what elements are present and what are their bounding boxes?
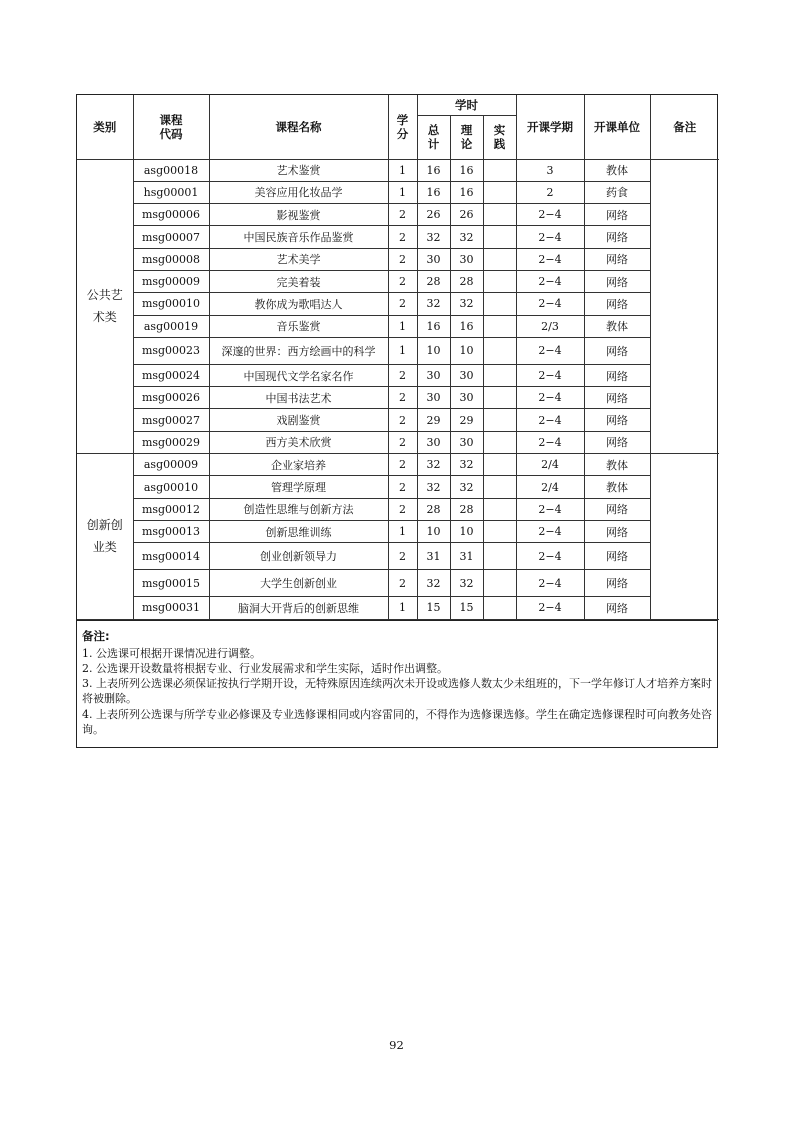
semester-cell: 3: [516, 159, 584, 181]
header-course-code: 课程 代码: [133, 95, 209, 159]
note-item: 2. 公选课开设数量将根据专业、行业发展需求和学生实际，适时作出调整。: [82, 661, 448, 675]
hours-practice-cell: [483, 597, 516, 619]
unit-cell: 网络: [584, 498, 650, 520]
course-code-cell: msg00012: [133, 498, 209, 520]
unit-cell: 网络: [584, 409, 650, 431]
table-row: [77, 293, 719, 315]
credit-cell: 1: [388, 315, 417, 337]
credit-cell: 2: [388, 226, 417, 248]
header-category: 类别: [77, 95, 133, 159]
credit-cell: 2: [388, 431, 417, 453]
table-row: [77, 476, 719, 498]
hours-total-cell: 32: [417, 454, 450, 476]
course-code-cell: msg00010: [133, 293, 209, 315]
table-row: [77, 520, 719, 542]
header-semester: 开课学期: [516, 95, 584, 159]
hours-total-cell: 32: [417, 226, 450, 248]
course-code-cell: asg00009: [133, 454, 209, 476]
course-name-cell: 中国现代文学名家名作: [209, 364, 388, 386]
unit-cell: 网络: [584, 431, 650, 453]
hours-total-cell: 28: [417, 498, 450, 520]
header-hours-total: 总 计: [417, 115, 450, 159]
hours-practice-cell: [483, 520, 516, 542]
semester-cell: 2: [516, 181, 584, 203]
course-name-cell: 管理学原理: [209, 476, 388, 498]
course-code-cell: msg00008: [133, 248, 209, 270]
credit-cell: 2: [388, 409, 417, 431]
course-name-cell: 艺术鉴赏: [209, 159, 388, 181]
hours-total-cell: 32: [417, 476, 450, 498]
credit-cell: 2: [388, 293, 417, 315]
semester-cell: 2−4: [516, 364, 584, 386]
hours-total-cell: 31: [417, 543, 450, 570]
hours-total-cell: 28: [417, 270, 450, 292]
hours-total-cell: 30: [417, 387, 450, 409]
category-label: 创新创: [86, 518, 123, 533]
course-code-cell: asg00018: [133, 159, 209, 181]
header-credit: 学 分: [388, 95, 417, 159]
hours-total-cell: 32: [417, 570, 450, 597]
note-item: 3. 上表所列公选课必须保证按执行学期开设，无特殊原因连续两次未开设或选修人数太少未组班的，下一学年修订人才培养方案时将被删除。: [82, 677, 712, 706]
course-code-cell: msg00027: [133, 409, 209, 431]
credit-cell: 1: [388, 181, 417, 203]
table-row: [77, 387, 719, 409]
unit-cell: 网络: [584, 270, 650, 292]
hours-practice-cell: [483, 409, 516, 431]
course-name-cell: 企业家培养: [209, 454, 388, 476]
credit-cell: 2: [388, 570, 417, 597]
hours-theory-cell: 32: [450, 476, 483, 498]
header-unit: 开课单位: [584, 95, 650, 159]
table-row: [77, 364, 719, 386]
table-row: [77, 181, 719, 203]
hours-theory-cell: 32: [450, 570, 483, 597]
course-code-cell: msg00026: [133, 387, 209, 409]
course-code-cell: msg00014: [133, 543, 209, 570]
course-name-cell: 音乐鉴赏: [209, 315, 388, 337]
unit-cell: 药食: [584, 181, 650, 203]
semester-cell: 2−4: [516, 498, 584, 520]
course-code-cell: msg00023: [133, 337, 209, 364]
header-hours-practice: 实 践: [483, 115, 516, 159]
hours-practice-cell: [483, 270, 516, 292]
unit-cell: 网络: [584, 248, 650, 270]
hours-practice-cell: [483, 387, 516, 409]
credit-cell: 1: [388, 159, 417, 181]
table-row: [77, 498, 719, 520]
hours-total-cell: 32: [417, 293, 450, 315]
hours-theory-cell: 30: [450, 364, 483, 386]
hours-theory-cell: 10: [450, 337, 483, 364]
hours-practice-cell: [483, 454, 516, 476]
course-code-cell: msg00031: [133, 597, 209, 619]
hours-theory-cell: 32: [450, 293, 483, 315]
credit-cell: 2: [388, 476, 417, 498]
course-name-cell: 创新思维训练: [209, 520, 388, 542]
unit-cell: 网络: [584, 337, 650, 364]
credit-cell: 2: [388, 454, 417, 476]
hours-theory-cell: 28: [450, 270, 483, 292]
hours-total-cell: 16: [417, 159, 450, 181]
course-name-cell: 创造性思维与创新方法: [209, 498, 388, 520]
hours-theory-cell: 32: [450, 454, 483, 476]
course-name-cell: 创业创新领导力: [209, 543, 388, 570]
semester-cell: 2−4: [516, 204, 584, 226]
credit-cell: 2: [388, 364, 417, 386]
hours-theory-cell: 10: [450, 520, 483, 542]
hours-theory-cell: 16: [450, 159, 483, 181]
hours-theory-cell: 32: [450, 226, 483, 248]
semester-cell: 2−4: [516, 597, 584, 619]
hours-theory-cell: 30: [450, 387, 483, 409]
semester-cell: 2/4: [516, 454, 584, 476]
table-row: [77, 270, 719, 292]
course-table-frame: [76, 94, 718, 748]
hours-total-cell: 10: [417, 520, 450, 542]
semester-cell: 2−4: [516, 570, 584, 597]
table-row: [77, 597, 719, 619]
credit-cell: 2: [388, 387, 417, 409]
semester-cell: 2−4: [516, 270, 584, 292]
page-number: 92: [389, 1038, 404, 1052]
hours-theory-cell: 26: [450, 204, 483, 226]
hours-practice-cell: [483, 431, 516, 453]
credit-cell: 2: [388, 498, 417, 520]
table-row: [77, 248, 719, 270]
table-header: [77, 95, 719, 159]
course-code-cell: msg00029: [133, 431, 209, 453]
hours-theory-cell: 30: [450, 248, 483, 270]
course-name-cell: 戏剧鉴赏: [209, 409, 388, 431]
hours-practice-cell: [483, 543, 516, 570]
category-cell: [77, 454, 133, 619]
unit-cell: 网络: [584, 543, 650, 570]
hours-total-cell: 15: [417, 597, 450, 619]
unit-cell: 网络: [584, 226, 650, 248]
hours-theory-cell: 15: [450, 597, 483, 619]
semester-cell: 2−4: [516, 293, 584, 315]
hours-practice-cell: [483, 204, 516, 226]
category-label: 业类: [92, 540, 117, 555]
hours-total-cell: 30: [417, 364, 450, 386]
credit-cell: 1: [388, 337, 417, 364]
table-row: [77, 454, 719, 476]
credit-cell: 2: [388, 270, 417, 292]
hours-theory-cell: 16: [450, 181, 483, 203]
remark-cell: [650, 454, 719, 619]
elective-course-table: [77, 95, 719, 620]
table-row: [77, 543, 719, 570]
course-name-cell: 脑洞大开背后的创新思维: [209, 597, 388, 619]
semester-cell: 2−4: [516, 226, 584, 248]
course-name-cell: 影视鉴赏: [209, 204, 388, 226]
table-row: [77, 204, 719, 226]
category-cell: [77, 159, 133, 454]
category-label: 公共艺: [86, 288, 123, 303]
semester-cell: 2/4: [516, 476, 584, 498]
course-name-cell: 西方美术欣赏: [209, 431, 388, 453]
hours-practice-cell: [483, 315, 516, 337]
note-item: 1. 公选课可根据开课情况进行调整。: [82, 646, 261, 660]
semester-cell: 2−4: [516, 409, 584, 431]
hours-practice-cell: [483, 159, 516, 181]
unit-cell: 网络: [584, 387, 650, 409]
semester-cell: 2−4: [516, 431, 584, 453]
table-row: [77, 159, 719, 181]
header-hours: 学时: [417, 95, 516, 115]
course-name-cell: 教你成为歌唱达人: [209, 293, 388, 315]
credit-cell: 1: [388, 520, 417, 542]
semester-cell: 2−4: [516, 248, 584, 270]
semester-cell: 2/3: [516, 315, 584, 337]
unit-cell: 网络: [584, 597, 650, 619]
table-row: [77, 337, 719, 364]
hours-total-cell: 29: [417, 409, 450, 431]
credit-cell: 2: [388, 248, 417, 270]
hours-practice-cell: [483, 226, 516, 248]
hours-practice-cell: [483, 293, 516, 315]
unit-cell: 教体: [584, 315, 650, 337]
unit-cell: 网络: [584, 204, 650, 226]
hours-total-cell: 16: [417, 181, 450, 203]
semester-cell: 2−4: [516, 543, 584, 570]
hours-practice-cell: [483, 476, 516, 498]
hours-total-cell: 16: [417, 315, 450, 337]
hours-theory-cell: 28: [450, 498, 483, 520]
semester-cell: 2−4: [516, 520, 584, 542]
header-remark: 备注: [650, 95, 719, 159]
course-code-cell: msg00013: [133, 520, 209, 542]
credit-cell: 2: [388, 543, 417, 570]
course-name-cell: 大学生创新创业: [209, 570, 388, 597]
course-name-cell: 中国书法艺术: [209, 387, 388, 409]
unit-cell: 网络: [584, 520, 650, 542]
header-hours-theory: 理 论: [450, 115, 483, 159]
hours-practice-cell: [483, 337, 516, 364]
course-code-cell: asg00019: [133, 315, 209, 337]
hours-total-cell: 26: [417, 204, 450, 226]
hours-total-cell: 10: [417, 337, 450, 364]
course-code-cell: msg00009: [133, 270, 209, 292]
hours-total-cell: 30: [417, 431, 450, 453]
hours-practice-cell: [483, 364, 516, 386]
course-name-cell: 美容应用化妆品学: [209, 181, 388, 203]
course-name-cell: 深邃的世界：西方绘画中的科学: [209, 337, 388, 364]
table-row: [77, 315, 719, 337]
course-name-cell: 中国民族音乐作品鉴赏: [209, 226, 388, 248]
hours-practice-cell: [483, 181, 516, 203]
credit-cell: 2: [388, 204, 417, 226]
course-name-cell: 艺术美学: [209, 248, 388, 270]
notes-section: [77, 620, 717, 747]
hours-practice-cell: [483, 570, 516, 597]
hours-practice-cell: [483, 248, 516, 270]
notes-title: 备注:: [82, 628, 110, 643]
unit-cell: 教体: [584, 159, 650, 181]
hours-theory-cell: 30: [450, 431, 483, 453]
hours-total-cell: 30: [417, 248, 450, 270]
course-code-cell: msg00006: [133, 204, 209, 226]
unit-cell: 教体: [584, 454, 650, 476]
course-code-cell: msg00015: [133, 570, 209, 597]
category-label: 术类: [92, 310, 117, 325]
table-row: [77, 570, 719, 597]
table-row: [77, 226, 719, 248]
table-row: [77, 431, 719, 453]
hours-theory-cell: 16: [450, 315, 483, 337]
semester-cell: 2−4: [516, 387, 584, 409]
unit-cell: 网络: [584, 570, 650, 597]
table-body: [77, 159, 719, 619]
unit-cell: 网络: [584, 293, 650, 315]
course-code-cell: msg00007: [133, 226, 209, 248]
header-course-name: 课程名称: [209, 95, 388, 159]
course-name-cell: 完美着装: [209, 270, 388, 292]
note-item: 4. 上表所列公选课与所学专业必修课及专业选修课相同或内容雷同的，不得作为选修课选修。学生在确定选修课程时可向教务处咨询。: [82, 707, 712, 736]
course-code-cell: hsg00001: [133, 181, 209, 203]
hours-theory-cell: 31: [450, 543, 483, 570]
semester-cell: 2−4: [516, 337, 584, 364]
table-row: [77, 409, 719, 431]
unit-cell: 教体: [584, 476, 650, 498]
course-code-cell: asg00010: [133, 476, 209, 498]
unit-cell: 网络: [584, 364, 650, 386]
course-code-cell: msg00024: [133, 364, 209, 386]
remark-cell: [650, 159, 719, 454]
credit-cell: 1: [388, 597, 417, 619]
hours-practice-cell: [483, 498, 516, 520]
hours-theory-cell: 29: [450, 409, 483, 431]
